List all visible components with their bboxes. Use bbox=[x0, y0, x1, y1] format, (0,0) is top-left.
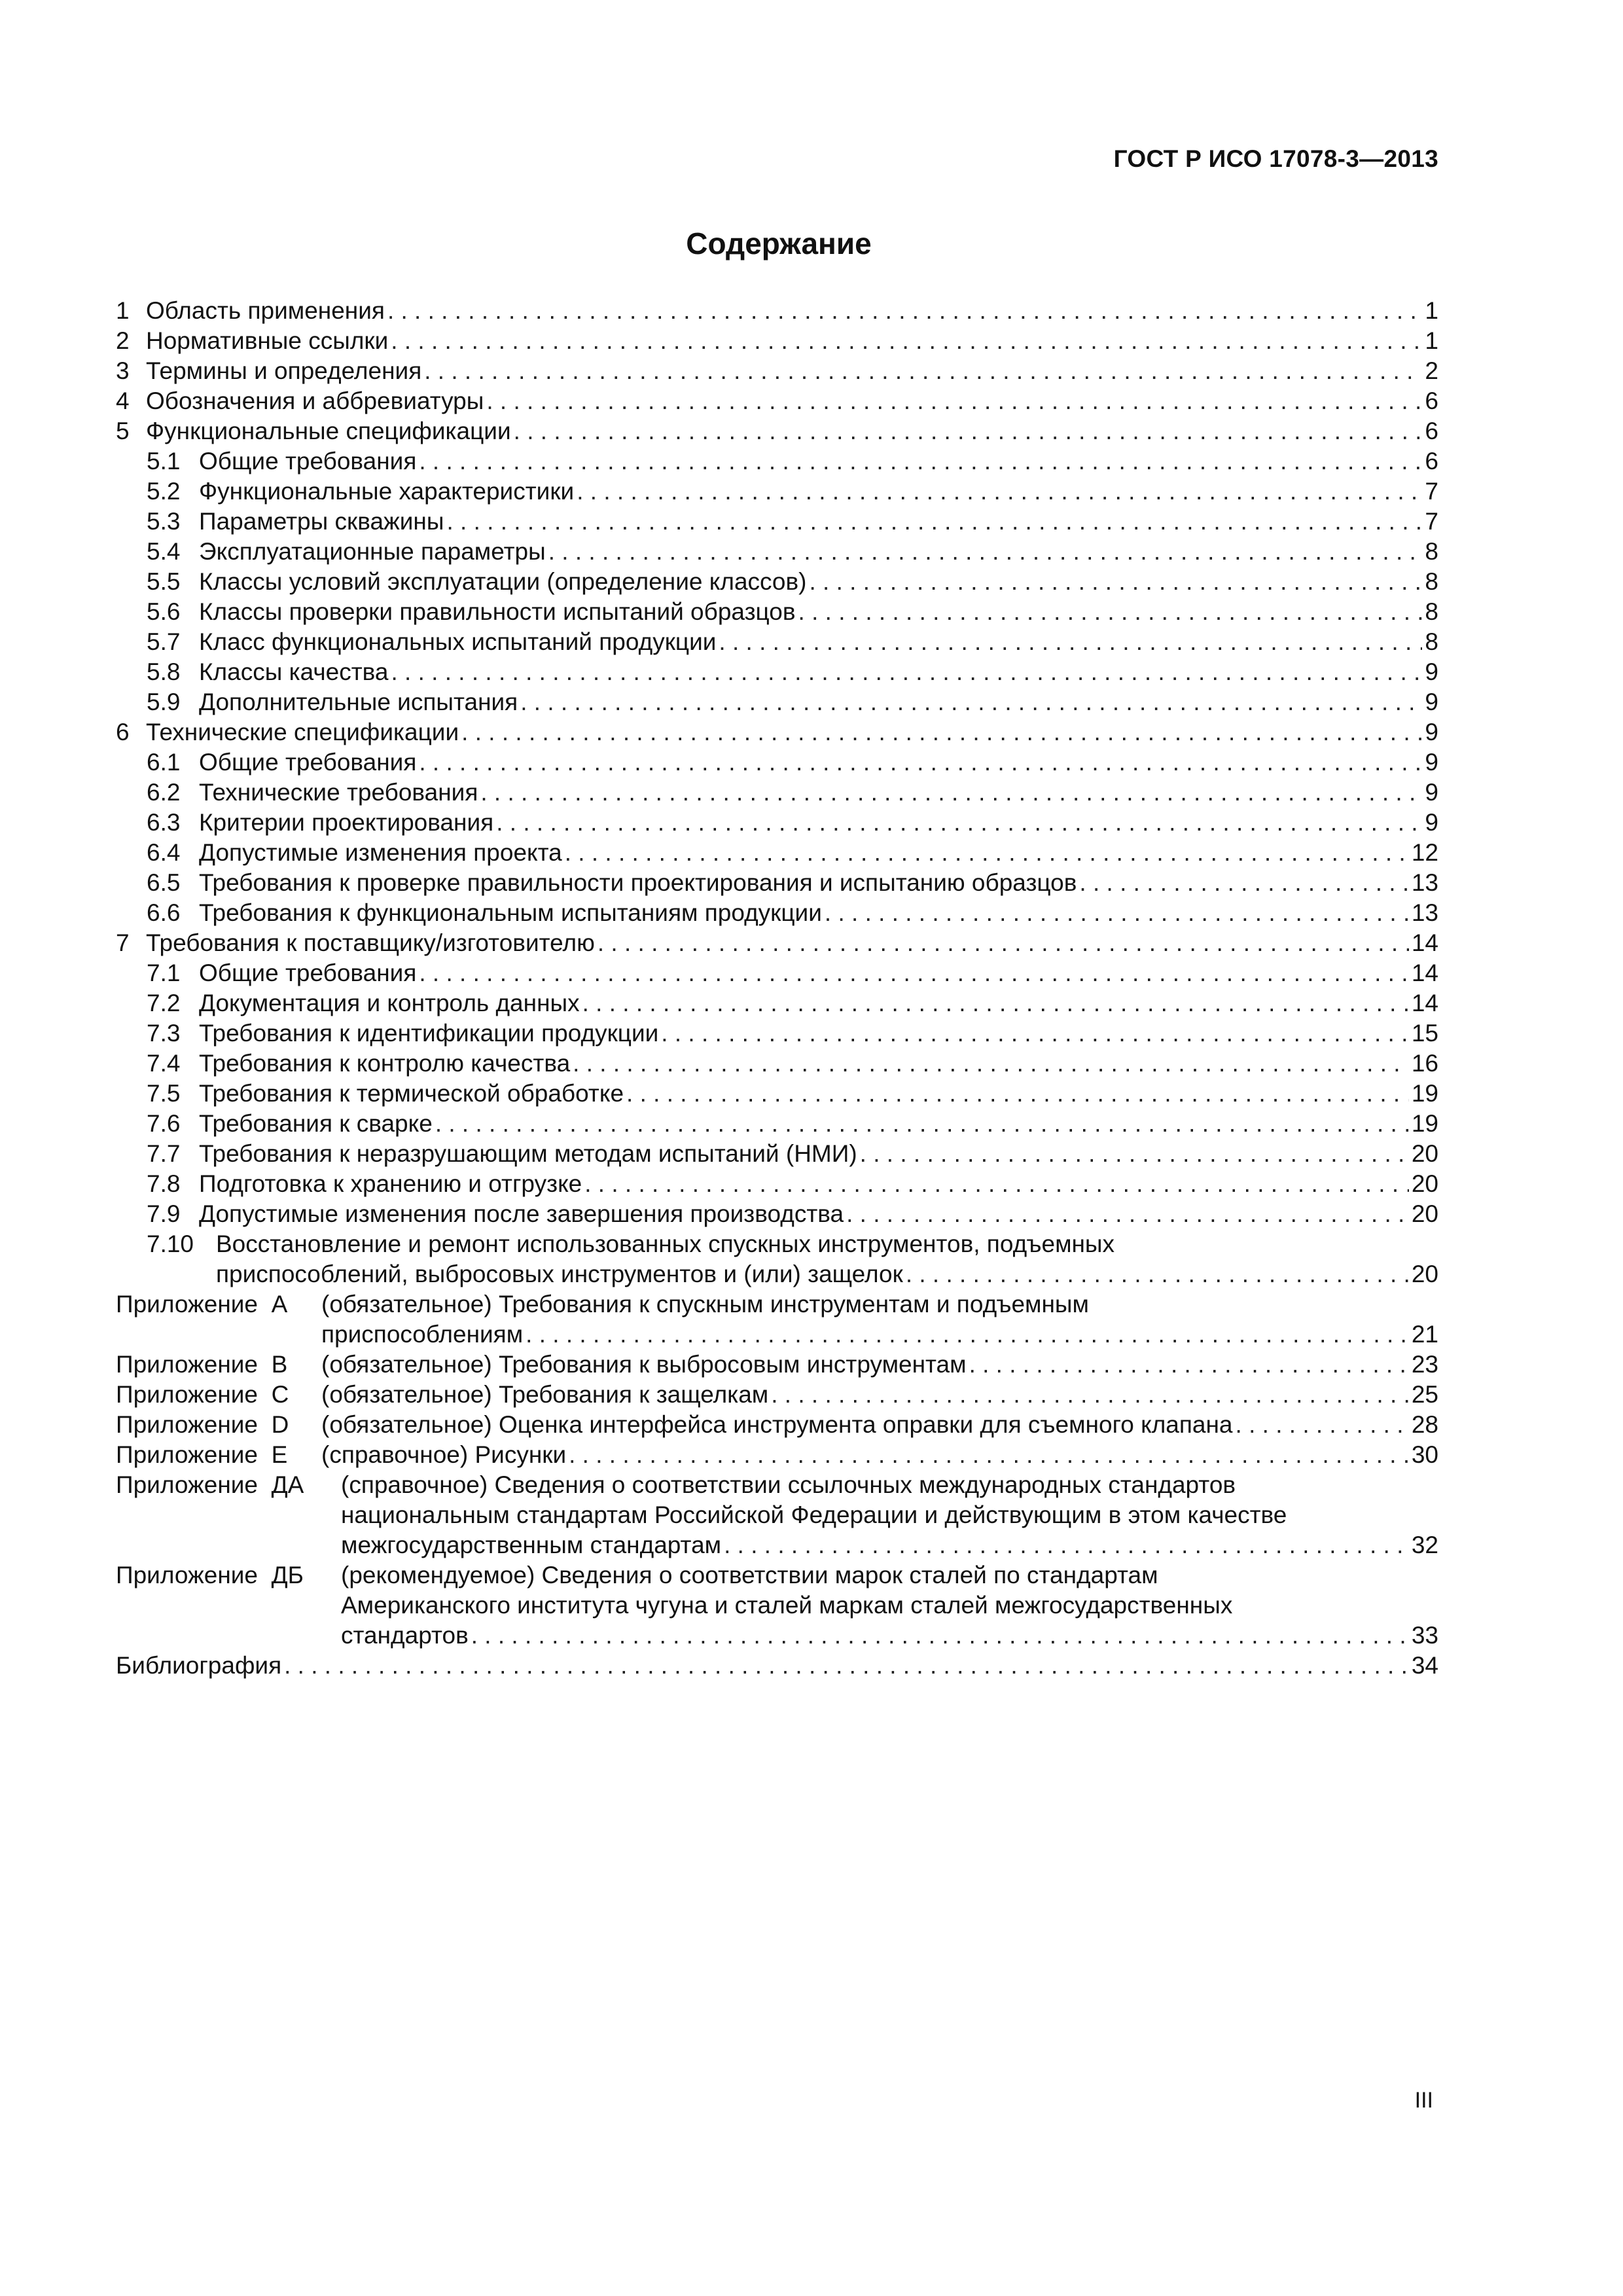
toc-number: Приложение В bbox=[116, 1351, 288, 1378]
toc-number: Приложение А bbox=[116, 1291, 288, 1318]
toc-page: 19 bbox=[1411, 1080, 1438, 1107]
leader-dots bbox=[284, 1651, 1409, 1681]
toc-entry-appendix-b[interactable] bbox=[116, 1350, 1438, 1380]
leader-dots bbox=[626, 1079, 1409, 1109]
toc-entry-2[interactable] bbox=[116, 326, 1438, 356]
toc-title: Параметры скважины bbox=[199, 508, 444, 535]
toc-number: 2 bbox=[116, 327, 130, 354]
toc-number: 5.5 bbox=[147, 568, 181, 595]
leader-dots bbox=[565, 838, 1409, 868]
toc-entry-7-1[interactable] bbox=[116, 958, 1438, 988]
toc-title: Документация и контроль данных bbox=[199, 990, 580, 1016]
toc-number: 5 bbox=[116, 418, 130, 444]
leader-dots bbox=[969, 1350, 1409, 1380]
leader-dots bbox=[846, 1199, 1409, 1229]
toc-page: 28 bbox=[1411, 1411, 1438, 1438]
toc-title: (справочное) Рисунки bbox=[321, 1441, 567, 1468]
toc-entry-6-6[interactable] bbox=[116, 898, 1438, 928]
toc-title: Технические требования bbox=[199, 779, 478, 806]
toc-entry-6-5[interactable] bbox=[116, 868, 1438, 898]
toc-page: 16 bbox=[1411, 1050, 1438, 1077]
toc-title: Общие требования bbox=[199, 749, 417, 776]
leader-dots bbox=[724, 1530, 1409, 1560]
leader-dots bbox=[719, 627, 1422, 657]
toc-page: 13 bbox=[1411, 869, 1438, 896]
leader-dots bbox=[573, 1049, 1409, 1079]
toc-entry-5[interactable] bbox=[116, 416, 1438, 446]
toc-title: Общие требования bbox=[199, 960, 417, 986]
leader-dots bbox=[446, 507, 1422, 537]
toc-number: 5.1 bbox=[147, 448, 181, 475]
toc-page: 9 bbox=[1425, 719, 1438, 745]
toc-number: 7.3 bbox=[147, 1020, 181, 1047]
toc-number: 7.7 bbox=[147, 1140, 181, 1167]
toc-entry-7-8[interactable] bbox=[116, 1169, 1438, 1199]
toc-number: 4 bbox=[116, 387, 130, 414]
toc-page: 14 bbox=[1411, 990, 1438, 1016]
toc-title: Классы условий эксплуатации (определение классов) bbox=[199, 568, 807, 595]
toc-page: 21 bbox=[1411, 1321, 1438, 1348]
toc-title: Требования к проверке правильности проектирования и испытанию образцов bbox=[199, 869, 1077, 896]
toc-entry-5-7[interactable] bbox=[116, 627, 1438, 657]
toc-number: 7.2 bbox=[147, 990, 181, 1016]
toc-page: 9 bbox=[1425, 658, 1438, 685]
toc-entry-4[interactable] bbox=[116, 386, 1438, 416]
toc-page: 34 bbox=[1411, 1652, 1438, 1679]
toc-page: 19 bbox=[1411, 1110, 1438, 1137]
toc-number: 6.1 bbox=[147, 749, 181, 776]
leader-dots bbox=[661, 1018, 1409, 1049]
toc-page: 1 bbox=[1425, 327, 1438, 354]
toc-page: 33 bbox=[1411, 1622, 1438, 1649]
toc-page: 8 bbox=[1425, 538, 1438, 565]
toc-entry-appendix-e[interactable] bbox=[116, 1440, 1438, 1470]
toc-title: Требования к контролю качества bbox=[199, 1050, 571, 1077]
toc-title: Классы проверки правильности испытаний образцов bbox=[199, 598, 796, 625]
toc-number: 7.6 bbox=[147, 1110, 181, 1137]
toc-entry-7-10[interactable] bbox=[116, 1229, 1438, 1289]
table-of-contents bbox=[116, 296, 1438, 1681]
toc-page: 8 bbox=[1425, 628, 1438, 655]
toc-page: 25 bbox=[1411, 1381, 1438, 1408]
leader-dots bbox=[496, 808, 1422, 838]
toc-number: 7.5 bbox=[147, 1080, 181, 1107]
toc-page: 2 bbox=[1425, 357, 1438, 384]
toc-title: Допустимые изменения проекта bbox=[199, 839, 562, 866]
toc-page: 9 bbox=[1425, 749, 1438, 776]
toc-page: 1 bbox=[1425, 297, 1438, 324]
toc-entry-7[interactable] bbox=[116, 928, 1438, 958]
toc-entry-5-3[interactable] bbox=[116, 507, 1438, 537]
toc-entry-appendix-d[interactable] bbox=[116, 1410, 1438, 1440]
toc-entry-7-5[interactable] bbox=[116, 1079, 1438, 1109]
toc-title: Требования к сварке bbox=[199, 1110, 433, 1137]
toc-number: 6.2 bbox=[147, 779, 181, 806]
toc-number: 7.10 bbox=[147, 1230, 194, 1257]
toc-title: (обязательное) Оценка интерфейса инструмента оправки для съемного клапана bbox=[321, 1411, 1233, 1438]
toc-entry-5-6[interactable] bbox=[116, 597, 1438, 627]
leader-dots bbox=[419, 958, 1408, 988]
toc-page: 9 bbox=[1425, 689, 1438, 715]
toc-entry-7-6[interactable] bbox=[116, 1109, 1438, 1139]
leader-dots bbox=[810, 567, 1423, 597]
toc-entry-7-9[interactable] bbox=[116, 1199, 1438, 1229]
toc-title: Восстановление и ремонт использованных спускных инструментов, подъемных bbox=[216, 1230, 1115, 1257]
toc-number: 6 bbox=[116, 719, 130, 745]
toc-title: (обязательное) Требования к выбросовым инструментам bbox=[321, 1351, 967, 1378]
leader-dots bbox=[584, 1169, 1409, 1199]
toc-title-continuation: приспособлениям bbox=[321, 1321, 524, 1348]
toc-number: 7 bbox=[116, 929, 130, 956]
toc-title: Обозначения и аббревиатуры bbox=[146, 387, 484, 414]
toc-title: Эксплуатационные параметры bbox=[199, 538, 546, 565]
leader-dots bbox=[435, 1109, 1409, 1139]
toc-number: Приложение ДБ bbox=[116, 1562, 304, 1588]
page-title: Содержание bbox=[686, 226, 872, 260]
toc-page: 7 bbox=[1425, 478, 1438, 505]
toc-page: 20 bbox=[1411, 1200, 1438, 1227]
toc-entry-5-8[interactable] bbox=[116, 657, 1438, 687]
toc-number: 6.5 bbox=[147, 869, 181, 896]
toc-entry-6-3[interactable] bbox=[116, 808, 1438, 838]
toc-number: 5.4 bbox=[147, 538, 181, 565]
toc-number: 5.9 bbox=[147, 689, 181, 715]
toc-page: 20 bbox=[1411, 1170, 1438, 1197]
toc-entry-6-4[interactable] bbox=[116, 838, 1438, 868]
toc-number: 5.6 bbox=[147, 598, 181, 625]
toc-title: Функциональные характеристики bbox=[199, 478, 575, 505]
page-number: III bbox=[1414, 2088, 1433, 2113]
toc-entry-6[interactable] bbox=[116, 717, 1438, 747]
toc-title: Классы качества bbox=[199, 658, 389, 685]
toc-entry-appendix-c[interactable] bbox=[116, 1380, 1438, 1410]
toc-number: 7.1 bbox=[147, 960, 181, 986]
toc-entry-7-4[interactable] bbox=[116, 1049, 1438, 1079]
toc-page: 20 bbox=[1411, 1261, 1438, 1287]
leader-dots bbox=[514, 416, 1423, 446]
toc-page: 14 bbox=[1411, 960, 1438, 986]
toc-number: Приложение ДА bbox=[116, 1471, 304, 1498]
toc-number: 5.3 bbox=[147, 508, 181, 535]
toc-number: 3 bbox=[116, 357, 130, 384]
toc-page: 6 bbox=[1425, 448, 1438, 475]
toc-title: (справочное) Сведения о соответствии ссылочных международных стандартов bbox=[341, 1471, 1236, 1498]
leader-dots bbox=[577, 476, 1422, 507]
toc-page: 8 bbox=[1425, 598, 1438, 625]
toc-entry-3[interactable] bbox=[116, 356, 1438, 386]
toc-page: 8 bbox=[1425, 568, 1438, 595]
toc-title: Нормативные ссылки bbox=[146, 327, 389, 354]
toc-entry-appendix-a[interactable] bbox=[116, 1289, 1438, 1350]
toc-title: Требования к неразрушающим методам испытаний (НМИ) bbox=[199, 1140, 857, 1167]
toc-entry-5-1[interactable] bbox=[116, 446, 1438, 476]
toc-title: Допустимые изменения после завершения производства bbox=[199, 1200, 844, 1227]
leader-dots bbox=[471, 1621, 1409, 1651]
leader-dots bbox=[825, 898, 1409, 928]
toc-page: 32 bbox=[1411, 1532, 1438, 1558]
toc-title-continuation: стандартов bbox=[341, 1622, 469, 1649]
leader-dots bbox=[480, 778, 1422, 808]
leader-dots bbox=[520, 687, 1422, 717]
toc-title: Класс функциональных испытаний продукции bbox=[199, 628, 717, 655]
leader-dots bbox=[526, 1319, 1409, 1350]
toc-page: 30 bbox=[1411, 1441, 1438, 1468]
leader-dots bbox=[1079, 868, 1408, 898]
leader-dots bbox=[424, 356, 1422, 386]
toc-title: Требования к идентификации продукции bbox=[199, 1020, 659, 1047]
leader-dots bbox=[419, 446, 1422, 476]
leader-dots bbox=[569, 1440, 1409, 1470]
leader-dots bbox=[597, 928, 1409, 958]
toc-page: 20 bbox=[1411, 1140, 1438, 1167]
toc-number: Приложение D bbox=[116, 1411, 289, 1438]
toc-title: Требования к термической обработке bbox=[199, 1080, 624, 1107]
toc-title: Технические спецификации bbox=[146, 719, 459, 745]
toc-page: 7 bbox=[1425, 508, 1438, 535]
toc-entry-7-7[interactable] bbox=[116, 1139, 1438, 1169]
toc-number: Приложение С bbox=[116, 1381, 289, 1408]
toc-entry-appendix-db[interactable] bbox=[116, 1560, 1438, 1651]
toc-page: 13 bbox=[1411, 899, 1438, 926]
toc-number: 6.6 bbox=[147, 899, 181, 926]
toc-number: 5.7 bbox=[147, 628, 181, 655]
toc-title: Дополнительные испытания bbox=[199, 689, 518, 715]
toc-page: 9 bbox=[1425, 779, 1438, 806]
toc-page: 15 bbox=[1411, 1020, 1438, 1047]
toc-number: 5.2 bbox=[147, 478, 181, 505]
leader-dots bbox=[391, 657, 1422, 687]
toc-page: 6 bbox=[1425, 418, 1438, 444]
toc-number: 5.8 bbox=[147, 658, 181, 685]
leader-dots bbox=[391, 326, 1422, 356]
toc-title: (обязательное) Требования к защелкам bbox=[321, 1381, 769, 1408]
leader-dots bbox=[798, 597, 1423, 627]
leader-dots bbox=[486, 386, 1422, 416]
leader-dots bbox=[548, 537, 1423, 567]
toc-title: (рекомендуемое) Сведения о соответствии марок сталей по стандартам bbox=[341, 1562, 1158, 1588]
toc-entry-7-3[interactable] bbox=[116, 1018, 1438, 1049]
leader-dots bbox=[387, 296, 1422, 326]
toc-entry-5-9[interactable] bbox=[116, 687, 1438, 717]
toc-page: 14 bbox=[1411, 929, 1438, 956]
toc-entry-7-2[interactable] bbox=[116, 988, 1438, 1018]
toc-number: 6.3 bbox=[147, 809, 181, 836]
toc-page: 12 bbox=[1411, 839, 1438, 866]
toc-number: 7.4 bbox=[147, 1050, 181, 1077]
toc-page: 23 bbox=[1411, 1351, 1438, 1378]
leader-dots bbox=[582, 988, 1409, 1018]
leader-dots bbox=[461, 717, 1422, 747]
toc-title-continuation: Американского института чугуна и сталей маркам сталей межгосударственных bbox=[341, 1592, 1233, 1619]
toc-title-continuation: приспособлений, выбросовых инструментов и (или) защелок bbox=[216, 1261, 903, 1287]
toc-title: Подготовка к хранению и отгрузке bbox=[199, 1170, 582, 1197]
toc-page: 6 bbox=[1425, 387, 1438, 414]
toc-entry-5-2[interactable] bbox=[116, 476, 1438, 507]
toc-entry-bibliography[interactable] bbox=[116, 1651, 1438, 1681]
toc-title: Критерии проектирования bbox=[199, 809, 494, 836]
toc-title-continuation: национальным стандартам Российской Федерации и действующим в этом качестве bbox=[341, 1501, 1287, 1528]
toc-title: Требования к функциональным испытаниям продукции bbox=[199, 899, 822, 926]
toc-entry-6-2[interactable] bbox=[116, 778, 1438, 808]
leader-dots bbox=[1236, 1410, 1409, 1440]
toc-title: Термины и определения bbox=[146, 357, 422, 384]
toc-number: 6.4 bbox=[147, 839, 181, 866]
toc-number: 7.9 bbox=[147, 1200, 181, 1227]
toc-title: Функциональные спецификации bbox=[146, 418, 511, 444]
toc-title-continuation: межгосударственным стандартам bbox=[341, 1532, 722, 1558]
toc-title: Требования к поставщику/изготовителю bbox=[146, 929, 595, 956]
toc-title: Библиография bbox=[116, 1652, 282, 1679]
toc-entry-6-1[interactable] bbox=[116, 747, 1438, 778]
toc-number: 1 bbox=[116, 297, 130, 324]
toc-page: 9 bbox=[1425, 809, 1438, 836]
leader-dots bbox=[906, 1259, 1409, 1289]
toc-title: Область применения bbox=[146, 297, 385, 324]
toc-entry-5-5[interactable] bbox=[116, 567, 1438, 597]
document-designation: ГОСТ Р ИСО 17078-3—2013 bbox=[1113, 145, 1438, 172]
toc-title: (обязательное) Требования к спускным инструментам и подъемным bbox=[321, 1291, 1089, 1318]
leader-dots bbox=[860, 1139, 1409, 1169]
toc-entry-5-4[interactable] bbox=[116, 537, 1438, 567]
toc-title: Общие требования bbox=[199, 448, 417, 475]
toc-number: Приложение Е bbox=[116, 1441, 288, 1468]
leader-dots bbox=[771, 1380, 1409, 1410]
leader-dots bbox=[419, 747, 1422, 778]
toc-number: 7.8 bbox=[147, 1170, 181, 1197]
toc-entry-1[interactable] bbox=[116, 296, 1438, 326]
toc-entry-appendix-da[interactable] bbox=[116, 1470, 1438, 1560]
